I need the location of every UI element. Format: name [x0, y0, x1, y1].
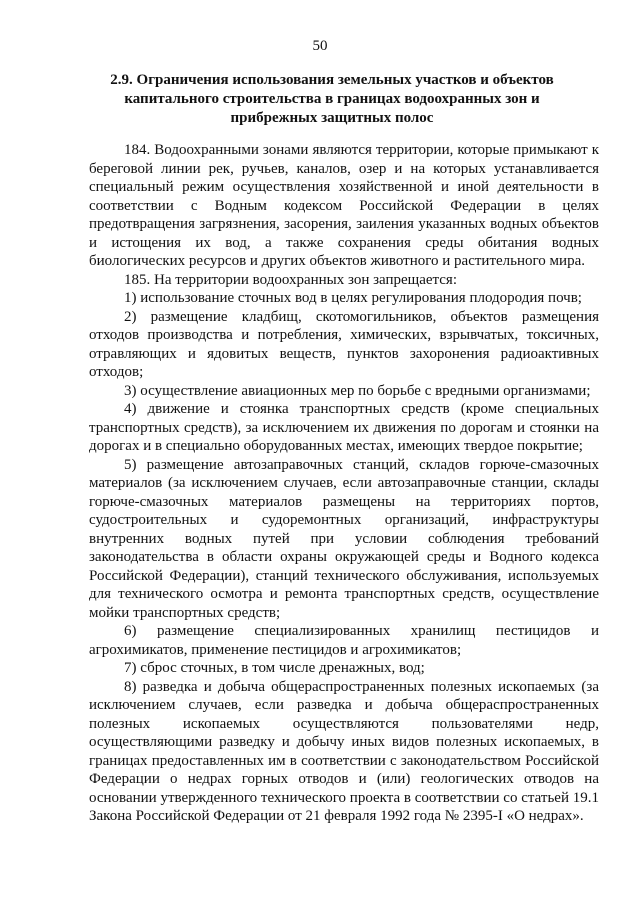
- list-item-7: 7) сброс сточных, в том числе дренажных, вод;: [124, 660, 425, 676]
- list-item-2: 2) размещение кладбищ, скотомогильников, объектов размещения отходов производства и потребления, химических, взрывчатых, токсичных, отравляющих и ядовитых веществ, пунктов захоронения радиоактивных отходов;: [89, 308, 599, 380]
- list-item-8: 8) разведка и добыча общераспространенных полезных ископаемых (за исключением случаев, если разведка и добыча общераспространенных полезных ископаемых осуществляются пользователями недр, осуществляющими разведку и добычу иных видов полезных ископаемых, в границах предоставленных им в соответствии с законодательством Российской Федерации о недрах горных отводов и (или) геологических отводов на основании утвержденного технического проекта в соответствии со статьей 19.1 Закона Российской Федерации от 21 февраля 1992 года № 2395-I «О недрах».: [89, 678, 599, 824]
- section-heading: [88, 71, 576, 128]
- list-item-4: 4) движение и стоянка транспортных средств (кроме специальных транспортных средств), за исключением их движения по дорогам и стоянки на дорогах и в специально оборудованных местах, имеющих твердое покрытие;: [89, 401, 599, 454]
- document-body: [89, 141, 599, 826]
- paragraph-185: 185. На территории водоохранных зон запрещается:: [124, 271, 458, 288]
- section-heading-line: прибрежных защитных полос: [230, 110, 434, 126]
- list-item-6: 6) размещение специализированных хранилищ пестицидов и агрохимикатов, применение пестицидов и агрохимикатов;: [89, 623, 599, 658]
- list-item-3: 3) осуществление авиационных мер по борьбе с вредными организмами;: [124, 382, 591, 399]
- section-heading-line: капитального строительства в границах водоохранных зон и: [124, 91, 540, 107]
- paragraph-184: 184. Водоохранными зонами являются территории, которые примыкают к береговой линии рек, ручьев, каналов, озер и на которых устанавливается специальный режим осуществления хозяйственной и иной деятельности в соответствии с Водным кодексом Российской Федерации в целях предотвращения загрязнения, засорения, заиления указанных водных объектов и истощения их вод, а также сохранения среды обитания водных биологических ресурсов и других объектов животного и растительного мира.: [89, 142, 599, 269]
- list-item-5: 5) размещение автозаправочных станций, складов горюче-смазочных материалов (за исключением случаев, если автозаправочные станции, склады горюче-смазочных материалов размещены на территориях портов, судостроительных и судоремонтных организаций, инфраструктуры внутренних водных путей при условии соблюдения требований законодательства в области охраны окружающей среды и Водного кодекса Российской Федерации), станций технического обслуживания, используемых для технического осмотра и ремонта транспортных средств, осуществление мойки транспортных средств;: [89, 456, 599, 621]
- section-heading-line: 2.9. Ограничения использования земельных участков и объектов: [110, 72, 554, 88]
- list-item-1: 1) использование сточных вод в целях регулирования плодородия почв;: [124, 290, 582, 306]
- page-number: 50: [312, 38, 328, 54]
